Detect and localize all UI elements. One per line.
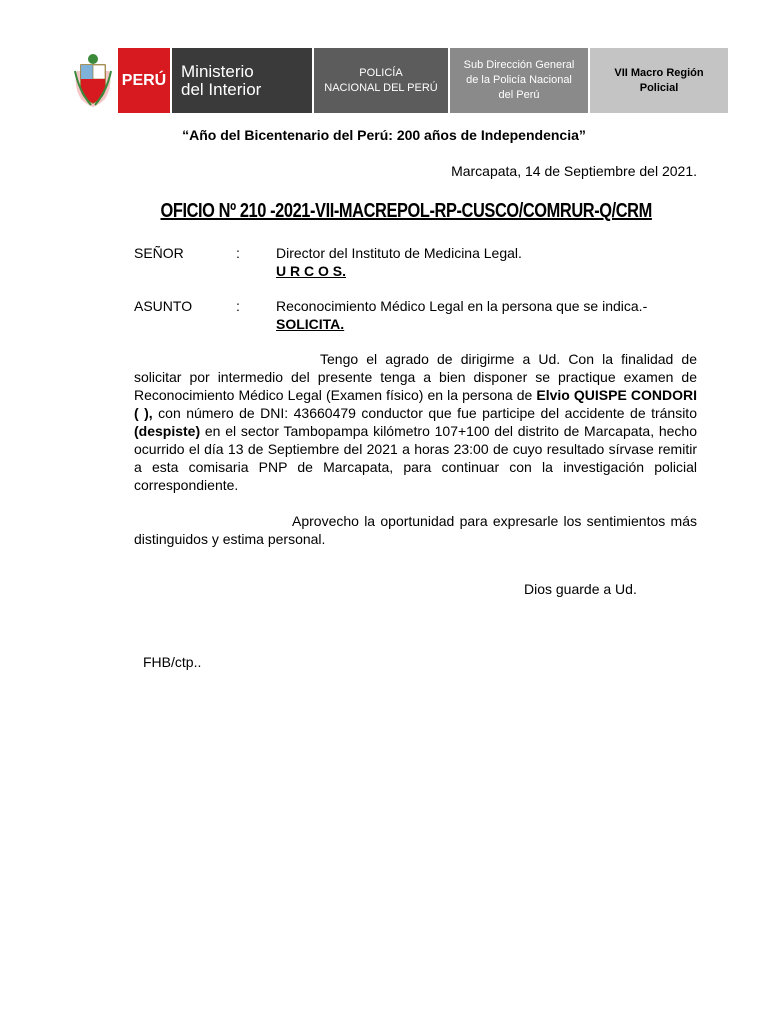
policia-line1: POLICÍA: [359, 66, 403, 79]
senor-line1: Director del Instituto de Medicina Legal.: [276, 245, 522, 261]
body-paragraph-1: [134, 350, 697, 494]
person-name: Elvio QUISPE CONDORI ( ),: [134, 387, 697, 421]
body-paragraph-2: [134, 512, 697, 548]
sub-line3: del Perú: [498, 89, 540, 101]
initials: FHB/ctp..: [143, 654, 202, 670]
letterhead: [68, 48, 730, 113]
sub-line1: Sub Dirección General: [463, 59, 575, 71]
asunto-line1: Reconocimiento Médico Legal en la persona que se indica.-: [276, 298, 648, 314]
year-motto: “Año del Bicentenario del Perú: 200 años de Independencia”: [182, 127, 586, 143]
coat-of-arms-icon: [68, 48, 118, 113]
despiste-term: (despiste): [134, 423, 201, 439]
policia-line2: NACIONAL DEL PERÚ: [324, 81, 438, 94]
sub-line2: de la Policía Nacional: [466, 74, 572, 86]
peru-brand: PERÚ: [118, 48, 170, 113]
asunto-value: [276, 297, 697, 333]
ministerio-line1: Ministerio: [181, 61, 254, 81]
oficio-title: OFICIO Nº 210 -2021-VII-MACREPOL-RP-CUSCO/COMRUR-Q/CRM: [160, 200, 652, 222]
p1-text-a: Tengo el agrado de dirigirme a Ud. Con la finalidad de solicitar por intermedio del presente tenga a bien disponer se practique examen de Reconocimiento Médico Legal (Examen físico) en la persona de: [134, 351, 697, 403]
date-line: Marcapata, 14 de Septiembre del 2021.: [451, 163, 697, 179]
macro-line1: VII Macro Región: [614, 66, 704, 79]
p1-text-c: en el sector Tambopampa kilómetro 107+100 del distrito de Marcapata, hecho ocurrido el día 13 de Septiembre del 2021 a horas 23:00 de cuyo resultado sírvase remitir a esta comisaria PNP de Marcapata, para continuar con la investigación policial correspondiente.: [134, 423, 697, 493]
ministerio-brand: [170, 48, 312, 113]
subdireccion-block: [448, 48, 588, 113]
senor-label: SEÑOR: [134, 245, 184, 261]
senor-colon: :: [236, 245, 240, 261]
senor-value: [276, 244, 697, 280]
asunto-colon: :: [236, 298, 240, 314]
p1-text-b: con número de DNI: 43660479 conductor que fue participe del accidente de tránsito: [152, 405, 697, 421]
senor-line2: U R C O S.: [276, 263, 347, 279]
macro-line2: Policial: [639, 81, 679, 94]
policia-block: [312, 48, 448, 113]
asunto-label: ASUNTO: [134, 298, 193, 314]
asunto-line2: SOLICITA.: [276, 316, 345, 332]
ministerio-line2: del Interior: [181, 79, 262, 99]
closing-line: Dios guarde a Ud.: [524, 581, 637, 597]
macro-region-block: [588, 48, 728, 113]
p2-text: Aprovecho la oportunidad para expresarle los sentimientos más distinguidos y estima personal.: [134, 513, 697, 547]
